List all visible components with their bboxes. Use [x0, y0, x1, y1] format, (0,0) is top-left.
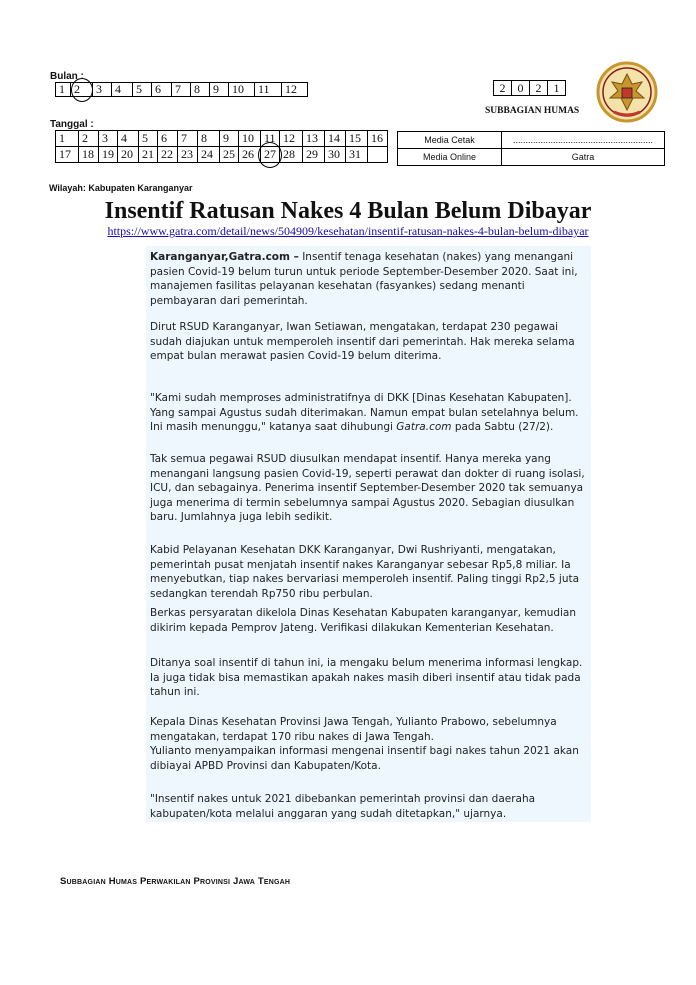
date-cell: 1 — [56, 131, 79, 147]
month-cell: 9 — [210, 82, 229, 97]
article-url-link[interactable]: https://www.gatra.com/detail/news/504909/kesehatan/insentif-ratusan-nakes-4-bulan-belum-dibayar — [107, 224, 589, 238]
date-cell: 17 — [56, 147, 79, 163]
org-unit-label: SUBBAGIAN HUMAS — [485, 106, 580, 116]
date-cell: 14 — [325, 131, 346, 147]
date-cell: 30 — [325, 147, 346, 163]
article-paragraph: "Insentif nakes untuk 2021 dibebankan pemerintah provinsi dan daeraha kabupaten/kota melalui anggaran yang sudah ditetapkan," ujarnya. — [150, 793, 536, 820]
wilayah-label: Wilayah: Kabupaten Karanganyar — [49, 183, 193, 193]
date-grid — [55, 130, 388, 163]
tanggal-label: Tanggal : — [50, 119, 94, 130]
article-title: Insentif Ratusan Nakes 4 Bulan Belum Dibayar — [104, 198, 592, 224]
year-digit: 2 — [493, 80, 512, 96]
month-row — [55, 82, 308, 97]
month-cell: 3 — [93, 82, 112, 97]
date-cell: 12 — [280, 131, 303, 147]
date-cell: 15 — [346, 131, 368, 147]
date-cell: 31 — [346, 147, 368, 163]
media-online-label: Media Online — [398, 149, 502, 166]
month-cell: 5 — [133, 82, 152, 97]
bulan-label: Bulan : — [50, 71, 84, 82]
media-online-value: Gatra — [502, 149, 665, 166]
date-cell-selected: 27 — [261, 147, 280, 163]
article-paragraph: Kepala Dinas Kesehatan Provinsi Jawa Tengah, Yulianto Prabowo, sebelumnya mengatakan, terdapat 170 ribu nakes di Jawa Tengah. — [150, 716, 557, 743]
date-cell: 13 — [303, 131, 325, 147]
date-cell: 23 — [178, 147, 198, 163]
article-paragraph: Kabid Pelayanan Kesehatan DKK Karanganyar, Dwi Rushriyanti, mengatakan, pemerintah pusat menjatah insentif nakes Karanganyar sebesar Rp5,8 miliar. Ia menyebutkan, tiap nakes bervariasi memperoleh insentif. Paling tinggi Rp2,5 juta sedangkan terendah Rp750 ribu perbulan. — [150, 544, 580, 600]
month-cell: 11 — [255, 82, 282, 97]
date-cell: 5 — [139, 131, 158, 147]
date-cell: 2 — [79, 131, 99, 147]
year-digit: 2 — [530, 80, 548, 96]
date-row-2 — [56, 147, 388, 163]
article-paragraph: Dirut RSUD Karanganyar, Iwan Setiawan, mengatakan, terdapat 230 pegawai sudah diajukan untuk memperoleh insentif dari pemerintah. Hak mereka selama empat bulan merawat pasien Covid-19 belum diterima. — [150, 321, 575, 362]
date-cell: 18 — [79, 147, 99, 163]
article-paragraph: Yulianto menyampaikan informasi mengenai insentif bagi nakes tahun 2021 akan dibiayai APBD Provinsi dan Kabupaten/Kota. — [150, 745, 579, 772]
date-cell: 25 — [220, 147, 239, 163]
date-cell — [368, 147, 388, 163]
article-paragraph: Berkas persyaratan dikelola Dinas Kesehatan Kabupaten karanganyar, kemudian dikirim kepada Pemprov Jateng. Verifikasi dilakukan Kementerian Kesehatan. — [150, 607, 577, 634]
media-cetak-label: Media Cetak — [398, 132, 502, 149]
media-cetak-value: ........................................................ — [502, 132, 665, 149]
article-body — [146, 246, 591, 822]
date-cell: 10 — [239, 131, 261, 147]
month-cell: 10 — [229, 82, 255, 97]
month-cell: 12 — [282, 82, 308, 97]
date-cell: 3 — [99, 131, 118, 147]
article-paragraph: Karanganyar,Gatra.com – Insentif tenaga kesehatan (nakes) yang menangani pasien Covid-19 belum turun untuk periode September-Desember 2020. Saat ini, manajemen fasilitas pelayanan kesehatan (fasyankes) sedang menanti pembayaran dari pemerintah. — [150, 251, 578, 307]
month-cell-selected: 2 — [71, 82, 93, 97]
article-paragraph: Tak semua pegawai RSUD diusulkan mendapat insentif. Hanya mereka yang menangani langsung pasien Covid-19, seperti perawat dan dokter di ruang isolasi, ICU, dan sebagainya. Penerima insentif September-Desember 2020 tak semuanya juga menerima di termin sebelumnya sampai Agustus 2020. Sebagian diusulkan baru. Jumlahnya juga lebih sedikit. — [150, 453, 585, 523]
date-cell: 28 — [280, 147, 303, 163]
date-cell: 19 — [99, 147, 118, 163]
footer-label: Subbagian Humas Perwakilan Provinsi Jawa Tengah — [60, 876, 291, 887]
year-digit: 1 — [548, 80, 566, 96]
date-cell: 29 — [303, 147, 325, 163]
date-cell: 24 — [198, 147, 220, 163]
date-cell: 8 — [198, 131, 220, 147]
date-cell: 4 — [118, 131, 139, 147]
year-digit: 0 — [512, 80, 530, 96]
article-paragraph: Ditanya soal insentif di tahun ini, ia mengaku belum menerima informasi lengkap. Ia juga tidak bisa memastikan apakah nakes masih diberi insentif atau tidak pada tahun ini. — [150, 657, 583, 698]
date-cell: 9 — [220, 131, 239, 147]
month-cell: 1 — [55, 82, 71, 97]
month-cell: 6 — [152, 82, 172, 97]
date-cell: 22 — [158, 147, 178, 163]
date-cell: 6 — [158, 131, 178, 147]
date-row-1 — [56, 131, 388, 147]
month-cell: 8 — [191, 82, 210, 97]
garuda-emblem-icon — [596, 60, 658, 124]
date-cell: 16 — [368, 131, 388, 147]
month-cell: 4 — [112, 82, 133, 97]
month-cell: 7 — [172, 82, 191, 97]
date-cell: 11 — [261, 131, 280, 147]
year-box — [493, 80, 566, 96]
media-table — [397, 131, 665, 166]
date-cell: 21 — [139, 147, 158, 163]
date-cell: 20 — [118, 147, 139, 163]
date-cell: 7 — [178, 131, 198, 147]
article-paragraph: "Kami sudah memproses administratifnya di DKK [Dinas Kesehatan Kabupaten]. Yang sampai Agustus sudah diterimakan. Namun empat bulan setelahnya belum. Ini masih menunggu," katanya saat dihubungi Gatra.com pada Sabtu (27/2). — [150, 392, 579, 433]
date-cell: 26 — [239, 147, 261, 163]
